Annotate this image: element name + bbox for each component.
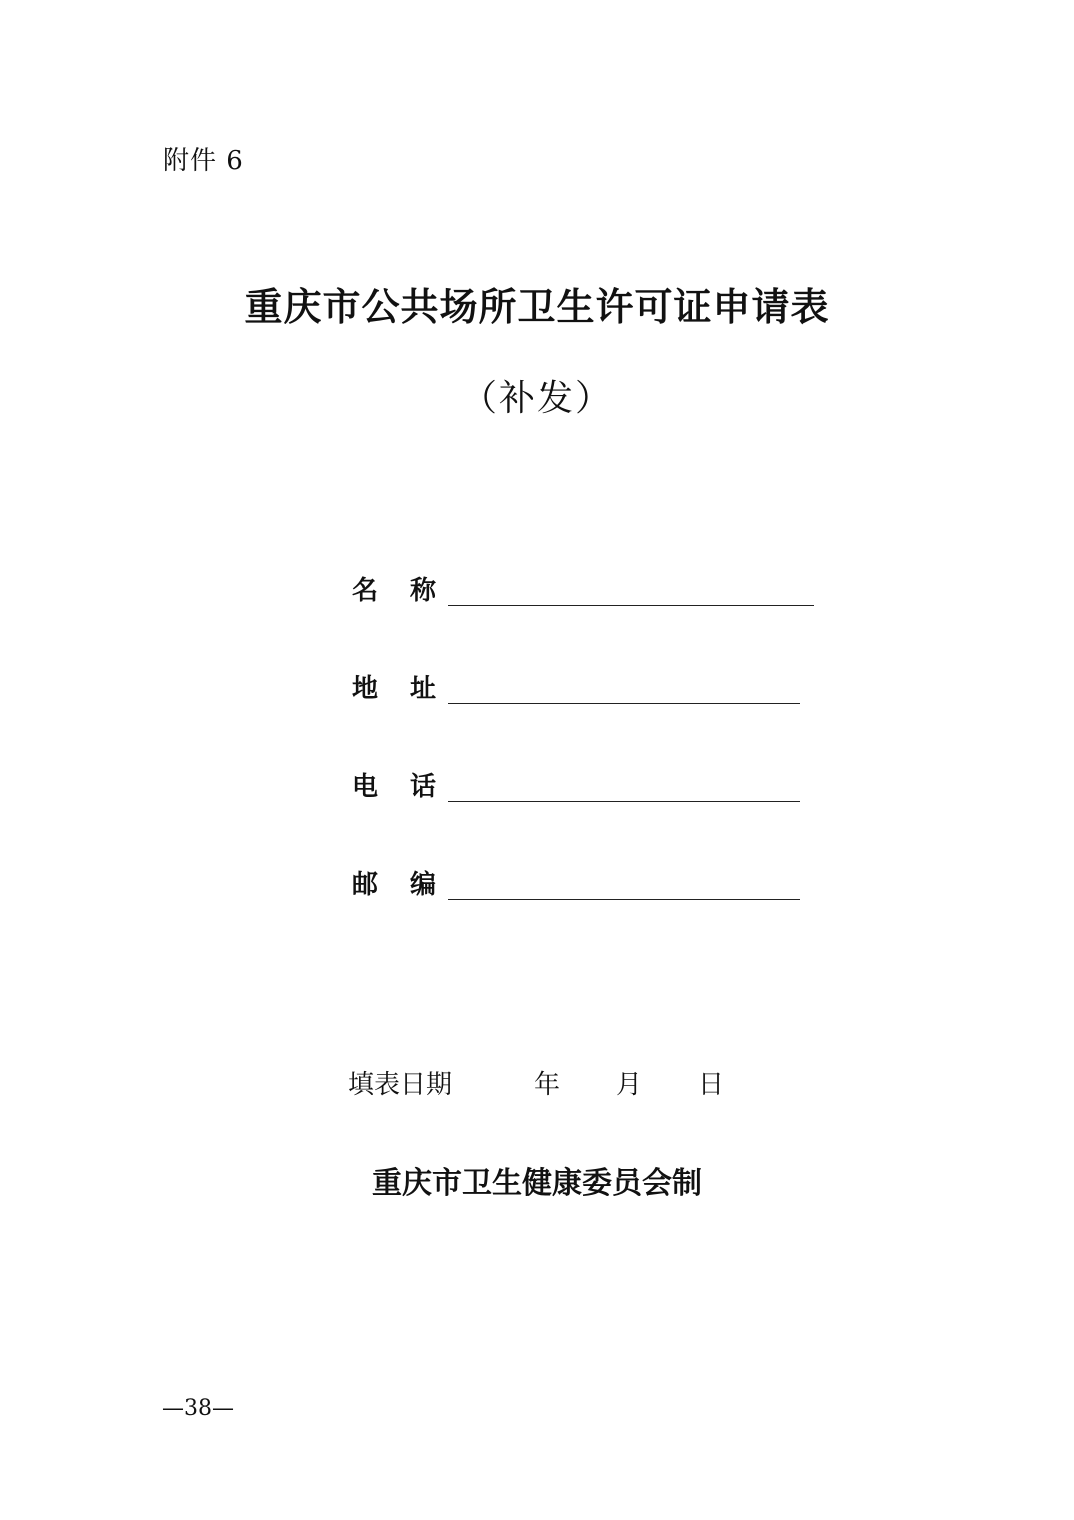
field-phone-label-char-1: 电 — [352, 772, 379, 802]
field-name-label-char-1: 名 — [352, 576, 379, 606]
field-postcode-label-char-2: 编 — [409, 870, 436, 900]
fill-date-label: 填表日期 — [348, 1070, 453, 1100]
form-subtitle: （补发） — [460, 378, 613, 419]
field-postcode-label — [352, 870, 436, 900]
fill-date-row — [348, 1064, 724, 1101]
fill-date-day: 日 — [698, 1070, 725, 1100]
field-name-label-char-2: 称 — [409, 576, 436, 606]
field-name — [352, 566, 814, 606]
issuer-text: 重庆市卫生健康委员会制 — [372, 1166, 702, 1201]
field-phone-label-char-2: 话 — [409, 772, 436, 802]
field-address-label-char-2: 址 — [409, 674, 436, 704]
form-title: 重庆市公共场所卫生许可证申请表 — [244, 285, 830, 329]
field-name-label — [352, 576, 436, 606]
field-address-input-line[interactable] — [448, 673, 800, 704]
page-number: —38— — [162, 1396, 234, 1421]
field-name-input-line[interactable] — [448, 575, 814, 606]
field-phone-label — [352, 772, 436, 802]
field-address-label — [352, 674, 436, 704]
attachment-label: 附件 6 — [163, 146, 244, 176]
fill-date-year: 年 — [534, 1070, 561, 1100]
field-phone-input-line[interactable] — [448, 771, 800, 802]
field-address — [352, 664, 800, 704]
field-postcode-input-line[interactable] — [448, 869, 800, 900]
field-address-label-char-1: 地 — [352, 674, 379, 704]
field-postcode-label-char-1: 邮 — [352, 870, 379, 900]
field-postcode — [352, 860, 800, 900]
fill-date-month: 月 — [616, 1070, 643, 1100]
field-phone — [352, 762, 800, 802]
